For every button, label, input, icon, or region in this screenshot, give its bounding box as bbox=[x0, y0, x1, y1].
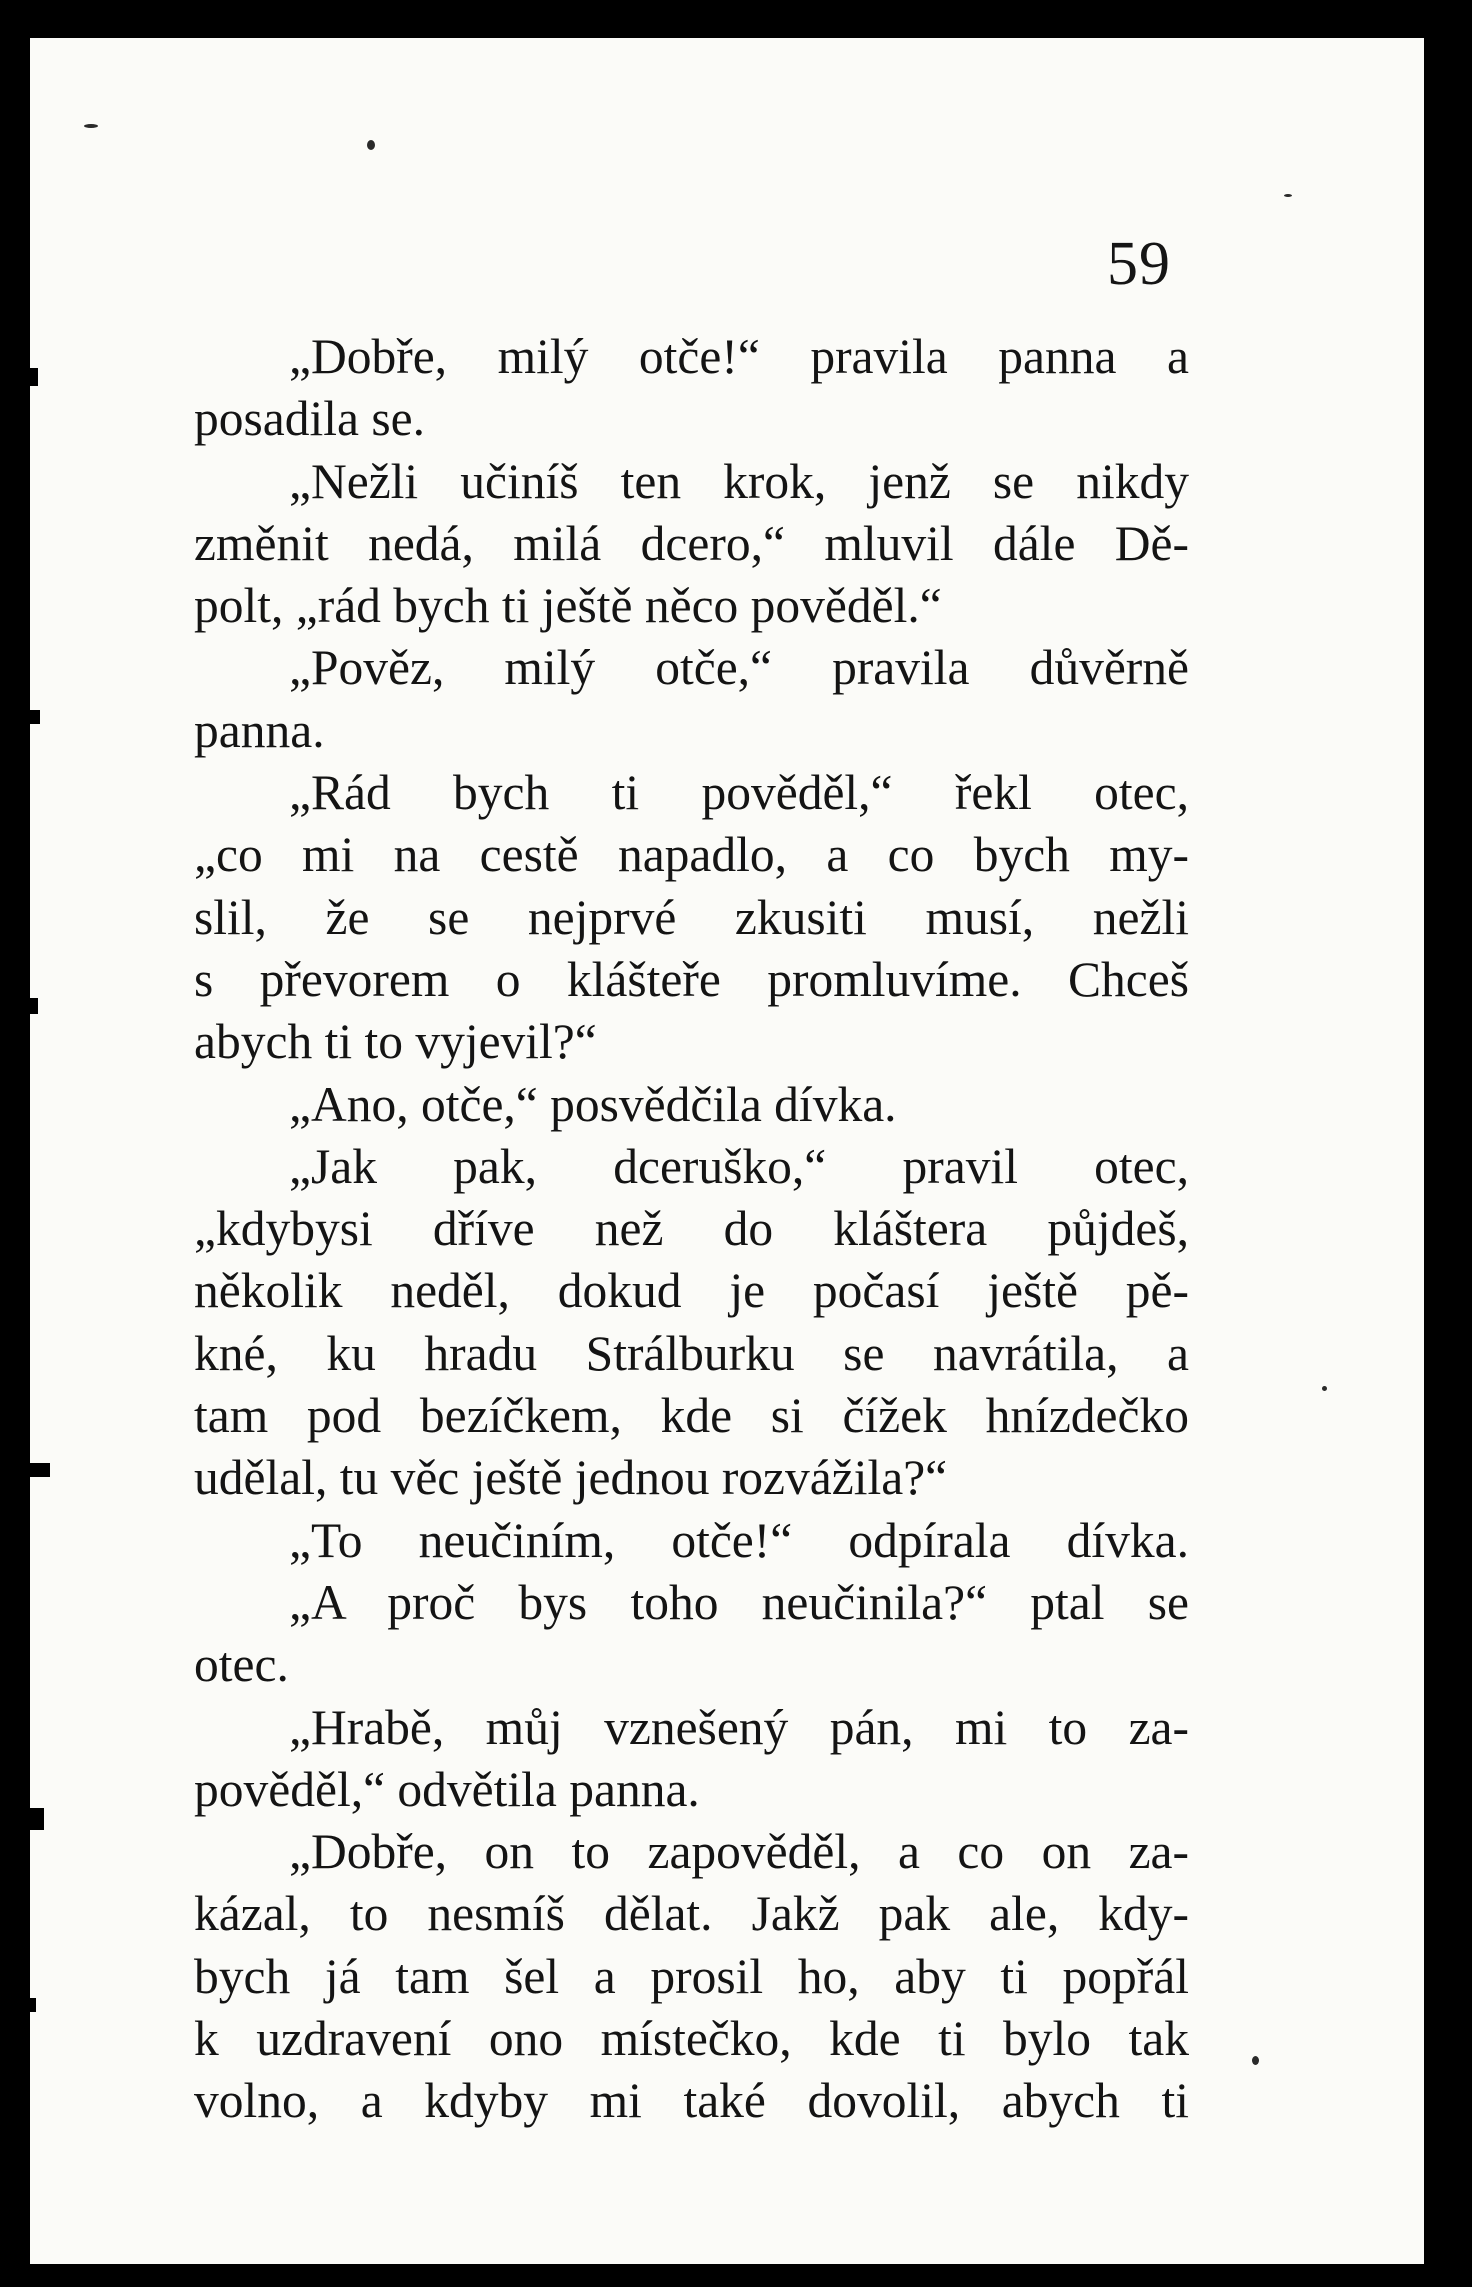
text-line: bych já tam šel a prosil ho, aby ti popřál bbox=[194, 1948, 1189, 2004]
text-line: kné, ku hradu Strálburku se navrátila, a bbox=[194, 1325, 1189, 1381]
text-line: „kdybysi dříve než do kláštera půjdeš, bbox=[194, 1201, 1189, 1257]
text-line: panna. bbox=[194, 702, 325, 758]
binding-mark bbox=[22, 998, 38, 1014]
text-line: pověděl,“ odvětila panna. bbox=[194, 1761, 700, 1817]
paper-speck bbox=[1322, 1386, 1327, 1391]
text-line: „Nežli učiníš ten krok, jenž se nikdy bbox=[289, 453, 1189, 509]
text-line: „Pověz, milý otče,“ pravila důvěrně bbox=[289, 640, 1189, 696]
text-line: „Ano, otče,“ posvědčila dívka. bbox=[289, 1076, 897, 1132]
binding-mark bbox=[22, 368, 38, 386]
text-line: několik neděl, dokud je počasí ještě pě- bbox=[194, 1263, 1189, 1319]
text-line: abych ti to vyjevil?“ bbox=[194, 1014, 597, 1070]
text-line: volno, a kdyby mi také dovolil, abych ti bbox=[194, 2073, 1189, 2129]
body-text bbox=[194, 326, 1189, 2133]
text-line: k uzdravení ono místečko, kde ti bylo tak bbox=[194, 2011, 1189, 2067]
binding-edge bbox=[0, 0, 12, 2287]
page-number: 59 bbox=[1107, 230, 1171, 298]
text-line: kázal, to nesmíš dělat. Jakž pak ale, kdy- bbox=[194, 1886, 1189, 1942]
text-line: „Rád bych ti pověděl,“ řekl otec, bbox=[289, 765, 1189, 821]
text-line: změnit nedá, milá dcero,“ mluvil dále Dě- bbox=[194, 515, 1189, 571]
text-line: „To neučiním, otče!“ odpírala dívka. bbox=[289, 1512, 1189, 1568]
paper-speck bbox=[367, 140, 375, 150]
binding-mark bbox=[22, 1463, 50, 1477]
text-line: slil, že se nejprvé zkusiti musí, nežli bbox=[194, 889, 1189, 945]
text-line: „co mi na cestě napadlo, a co bych my- bbox=[194, 827, 1189, 883]
paper-speck bbox=[1252, 2056, 1259, 2065]
text-line: „A proč bys toho neučinila?“ ptal se bbox=[289, 1574, 1189, 1630]
book-page bbox=[22, 38, 1424, 2264]
text-line: „Dobře, on to zapověděl, a co on za- bbox=[289, 1824, 1189, 1880]
text-line: „Jak pak, dceruško,“ pravil otec, bbox=[289, 1138, 1189, 1194]
text-line: s převorem o klášteře promluvíme. Chceš bbox=[194, 951, 1189, 1007]
text-line: tam pod bezíčkem, kde si čížek hnízdečko bbox=[194, 1388, 1189, 1444]
binding-mark bbox=[22, 1998, 36, 2012]
binding-mark bbox=[22, 1808, 44, 1830]
paper-speck bbox=[84, 124, 98, 128]
binding-mark bbox=[22, 710, 40, 724]
text-line: posadila se. bbox=[194, 391, 425, 447]
text-line: „Dobře, milý otče!“ pravila panna a bbox=[289, 329, 1189, 384]
text-line: udělal, tu věc ještě jednou rozvážila?“ bbox=[194, 1450, 948, 1506]
text-line: otec. bbox=[194, 1637, 289, 1693]
text-line: „Hrabě, můj vznešený pán, mi to za- bbox=[289, 1699, 1189, 1755]
paper-speck bbox=[1284, 194, 1292, 197]
text-line: polt, „rád bych ti ještě něco pověděl.“ bbox=[194, 578, 942, 634]
